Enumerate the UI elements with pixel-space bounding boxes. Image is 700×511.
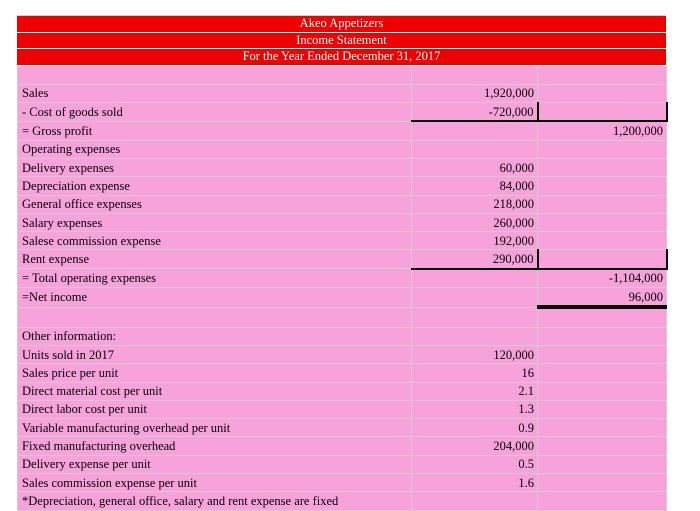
expense-label: Rent expense [18,250,412,269]
income-statement-sheet [17,15,666,511]
expense-label: Delivery expenses [18,158,412,176]
expense-row [18,158,667,176]
other-info-label: Direct material cost per unit [18,382,412,400]
other-info-label: Variable manufacturing overhead per unit [18,419,412,437]
other-info-value: 2.1 [412,382,538,400]
total-opex-row [18,269,667,288]
other-info-label: Direct labor cost per unit [18,400,412,418]
opex-heading: Operating expenses [18,140,412,158]
gross-profit-row [18,121,667,140]
footnote-row [18,492,667,510]
other-info-label: Sales commission expense per unit [18,474,412,492]
other-info-row [18,345,667,363]
expense-row [18,213,667,231]
statement-title: Income Statement [17,33,666,50]
expense-value: 290,000 [412,250,538,269]
sales-value: 1,920,000 [412,84,538,102]
cogs-value: -720,000 [412,103,538,122]
statement-table [17,66,668,511]
sales-row [18,84,667,102]
cogs-row [18,103,667,122]
expense-row [18,195,667,213]
other-info-value: 1.3 [412,400,538,418]
expense-value: 192,000 [412,232,538,250]
gross-profit-value: 1,200,000 [538,121,667,140]
total-opex-label: = Total operating expenses [18,269,412,288]
company-name: Akeo Appetizers [17,15,666,33]
statement-header [17,15,666,66]
blank-row [18,307,667,327]
other-info-label: Units sold in 2017 [18,345,412,363]
expense-label: General office expenses [18,195,412,213]
blank-row [18,66,667,84]
other-info-value: 0.5 [412,455,538,473]
expense-label: Salese commission expense [18,232,412,250]
fixed-expense-footnote: *Depreciation, general office, salary and rent expense are fixed [18,492,412,510]
expense-label: Depreciation expense [18,177,412,195]
other-info-value: 16 [412,364,538,382]
cogs-label: - Cost of goods sold [18,103,412,122]
gross-profit-label: = Gross profit [18,121,412,140]
other-info-row [18,474,667,492]
other-info-label: Sales price per unit [18,364,412,382]
expense-label: Salary expenses [18,213,412,231]
expense-row [18,232,667,250]
total-opex-value: -1,104,000 [538,269,667,288]
expense-value: 218,000 [412,195,538,213]
opex-heading-row [18,140,667,158]
statement-period: For the Year Ended December 31, 2017 [17,49,666,66]
other-info-value: 0.9 [412,419,538,437]
net-income-value: 96,000 [538,288,667,308]
expense-value: 84,000 [412,177,538,195]
other-info-heading-row [18,327,667,345]
other-info-row [18,382,667,400]
net-income-label: =Net income [18,288,412,308]
other-info-row [18,455,667,473]
expense-value: 60,000 [412,158,538,176]
net-income-row [18,288,667,308]
other-info-label: Fixed manufacturing overhead [18,437,412,455]
other-info-row [18,437,667,455]
other-info-row [18,400,667,418]
other-info-value: 120,000 [412,345,538,363]
other-info-heading: Other information: [18,327,412,345]
sales-label: Sales [18,84,412,102]
expense-value: 260,000 [412,213,538,231]
expense-row [18,250,667,269]
other-info-value: 1.6 [412,474,538,492]
other-info-row [18,419,667,437]
other-info-label: Delivery expense per unit [18,455,412,473]
expense-row [18,177,667,195]
other-info-row [18,364,667,382]
other-info-value: 204,000 [412,437,538,455]
